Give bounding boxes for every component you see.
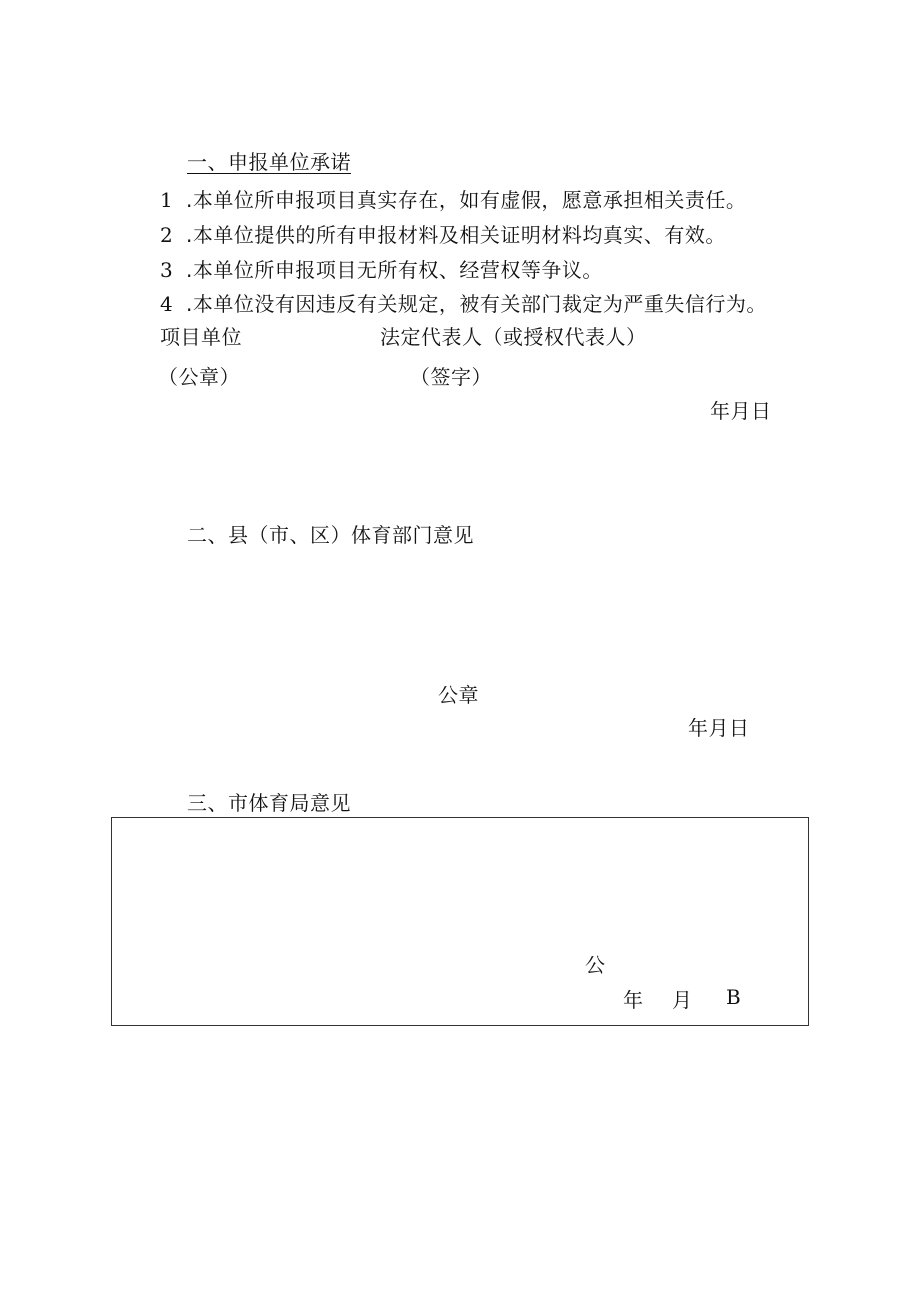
section3-heading: 三、市体育局意见 xyxy=(187,791,351,815)
section2-seal: 公章 xyxy=(438,683,479,707)
section1-date: 年月日 xyxy=(710,399,772,423)
legal-representative-label: 法定代表人（或授权代表人） xyxy=(380,325,647,349)
section2-heading: 二、县（市、区）体育部门意见 xyxy=(187,523,474,547)
item-text: .本单位所申报项目真实存在，如有虚假，愿意承担相关责任。 xyxy=(186,188,747,212)
item-number: 3 xyxy=(160,258,174,282)
item-text: .本单位所申报项目无所有权、经营权等争议。 xyxy=(186,258,603,282)
section3-seal: 公 xyxy=(585,953,606,977)
item-text: .本单位提供的所有申报材料及相关证明材料均真实、有效。 xyxy=(186,223,726,247)
item-number: 1 xyxy=(160,188,174,212)
unit-seal-label: （公章） xyxy=(158,365,240,389)
section2-date: 年月日 xyxy=(688,716,750,740)
item-number: 2 xyxy=(160,223,174,247)
section1-heading: 一、申报单位承诺 xyxy=(187,150,351,174)
commitment-item-1 xyxy=(160,188,746,212)
section3-year: 年 xyxy=(623,988,644,1012)
city-bureau-opinion-box xyxy=(111,817,809,1026)
commitment-item-2 xyxy=(160,223,726,247)
item-text: .本单位没有因违反有关规定，被有关部门裁定为严重失信行为。 xyxy=(186,292,767,316)
signature-label: （签字） xyxy=(410,365,492,389)
project-unit-label: 项目单位 xyxy=(160,325,242,349)
section3-day: B xyxy=(726,985,742,1009)
commitment-item-3 xyxy=(160,258,603,282)
section3-month: 月 xyxy=(672,988,693,1012)
commitment-item-4 xyxy=(160,292,767,316)
item-number: 4 xyxy=(160,292,174,316)
